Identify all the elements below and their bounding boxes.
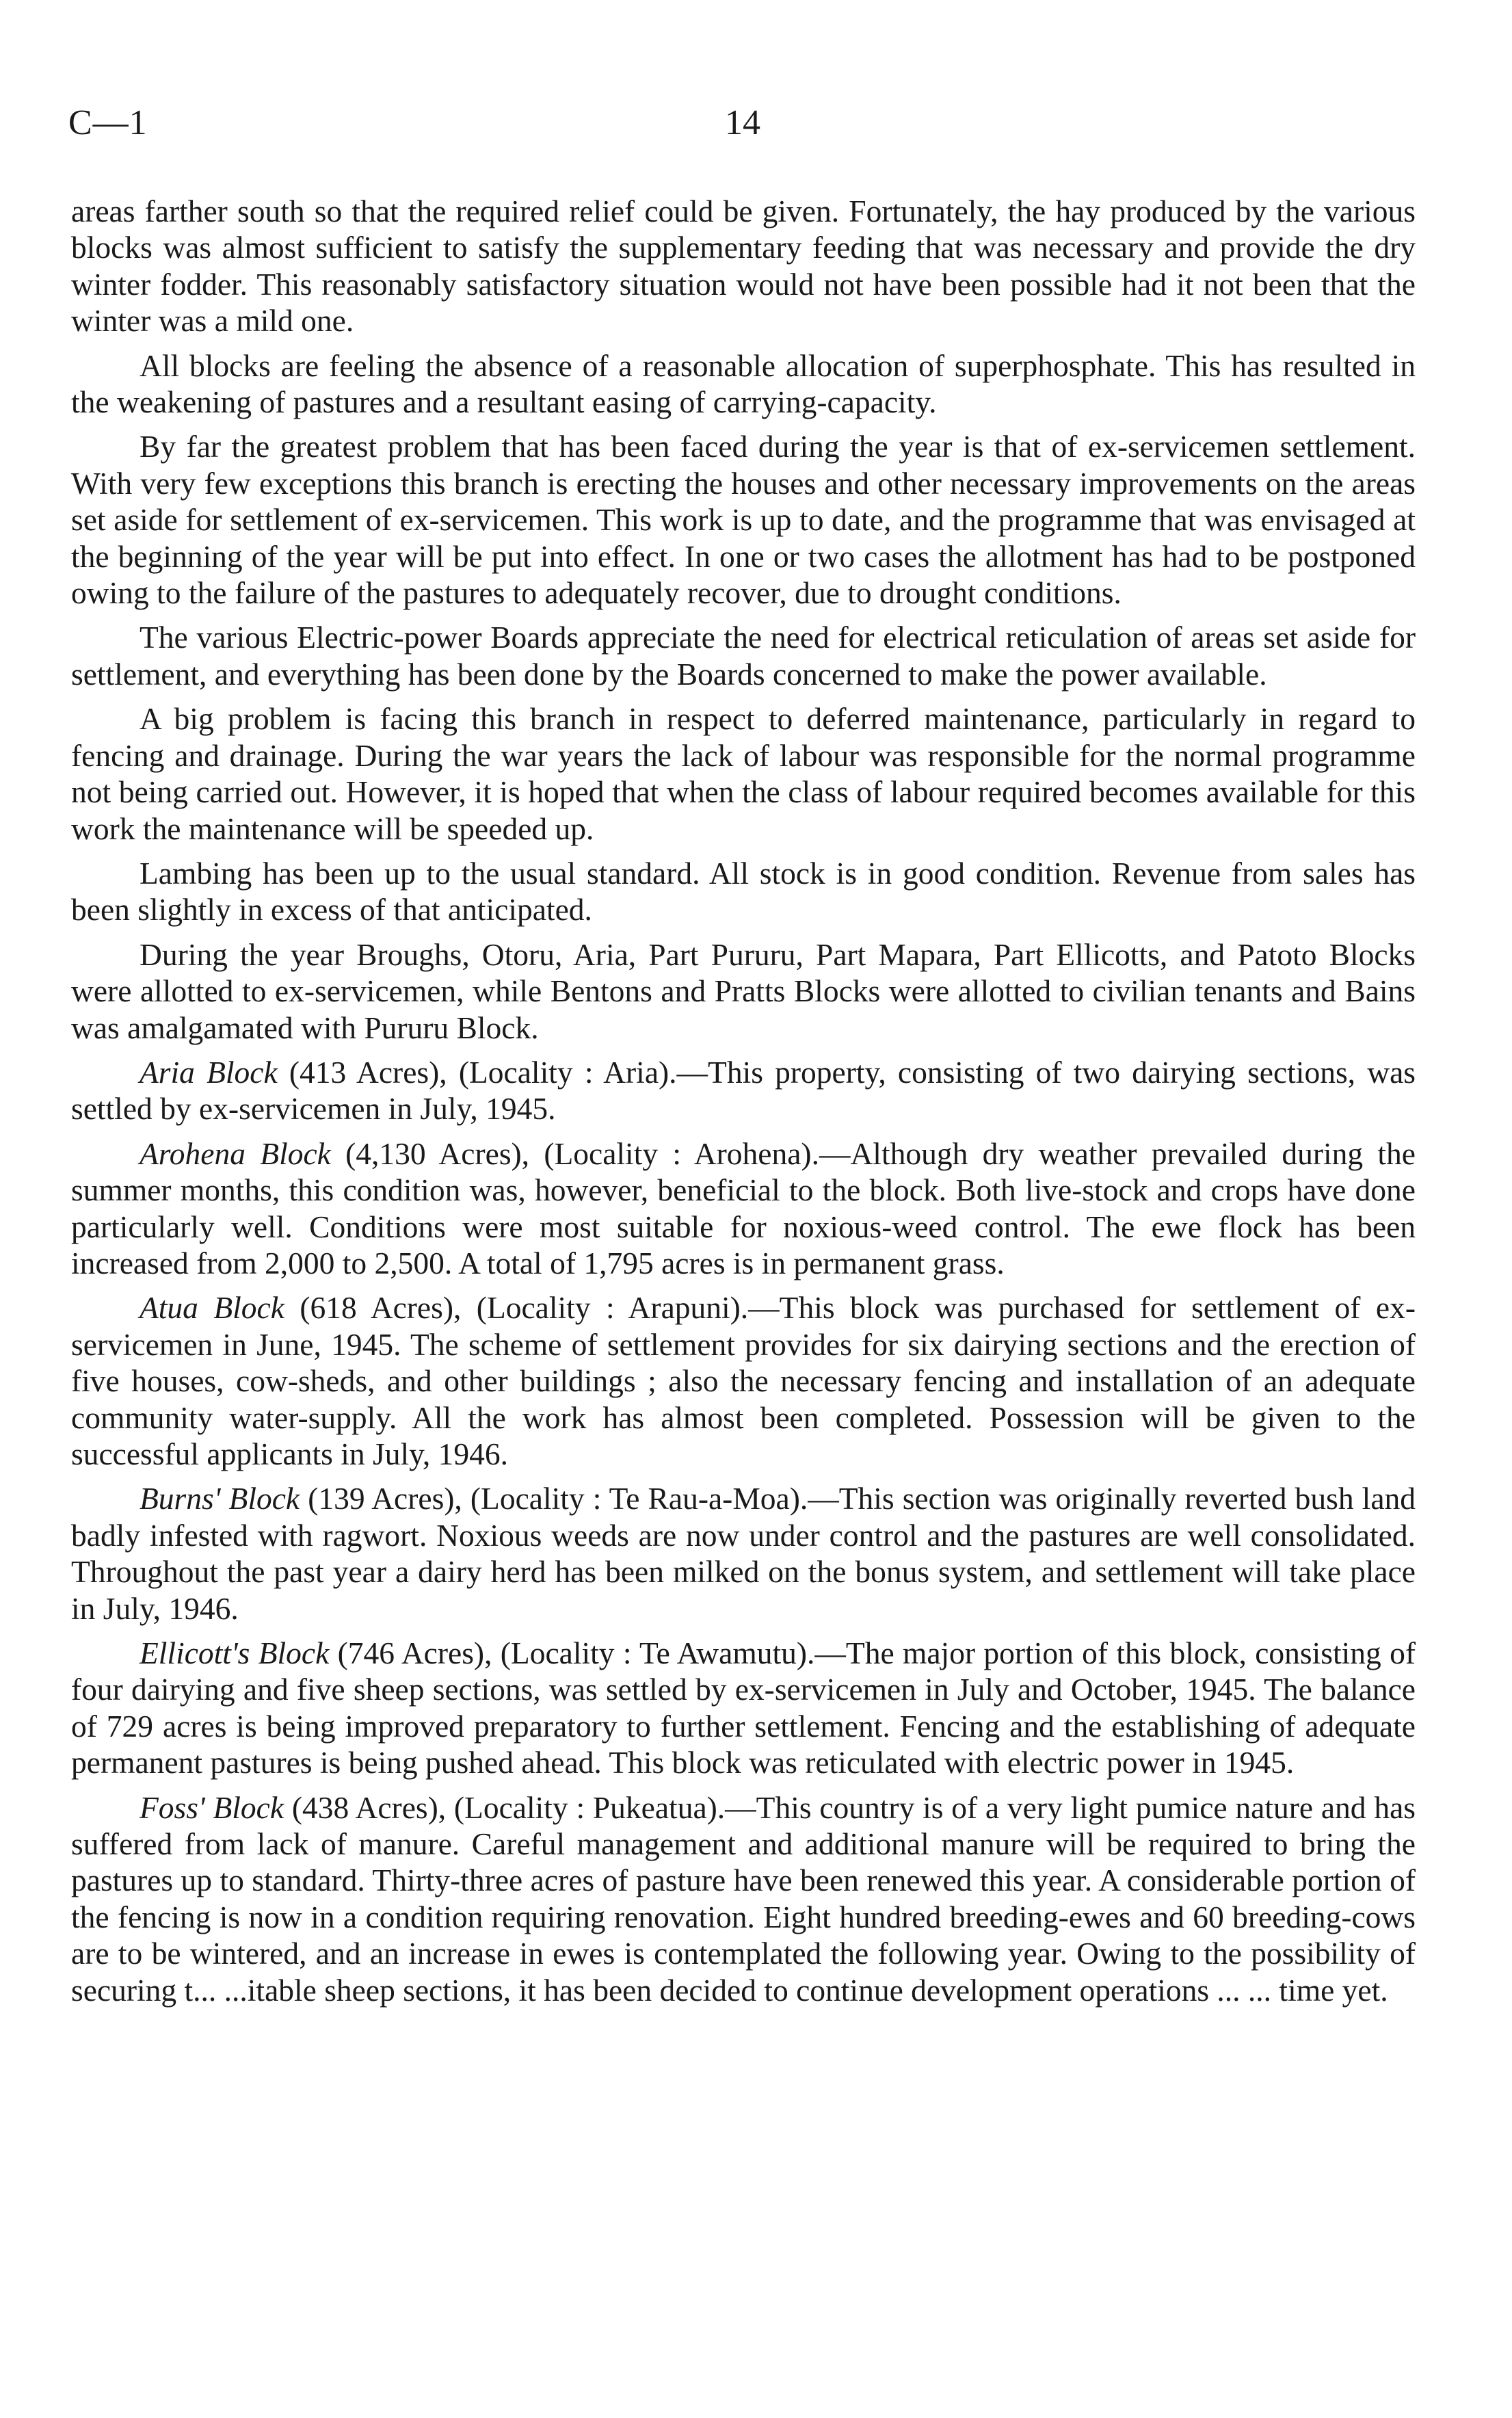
block-name: Aria Block <box>140 1054 278 1090</box>
block-description: (139 Acres), (Locality : Te Rau-a-Moa).—This section was originally reverted bush land badly infested with ragwort. Noxious weeds are now under control and the pastures are well consolidated. Throughout the past year a dairy herd has been milked on the bonus system, and settlement will take place in July, 1946. <box>71 1481 1416 1626</box>
block-entry-foss <box>71 1789 1416 2008</box>
block-entry-ellicotts <box>71 1635 1416 1781</box>
block-description: (438 Acres), (Locality : Pukeatua).—This country is of a very light pumice nature and has suffered from lack of manure. Careful management and additional manure will be required to bring the pastures up to standard. Thirty-three acres of pasture have been renewed this year. A considerable portion of the fencing is now in a condition requiring renovation. Eight hundred breeding-ewes and 60 breeding-cows are to be wintered, and an increase in ewes is contemplated the following year. Owing to the possibility of securing t... ...itable sheep sections, it has been decided to continue development operations ... ... time yet. <box>71 1789 1416 2008</box>
block-description: (746 Acres), (Locality : Te Awamutu).—The major portion of this block, consisting of four dairying and five sheep sections, was settled by ex-servicemen in July and October, 1945. The balance of 729 acres is being improved preparatory to further settlement. Fencing and the establishing of adequate permanent pastures is being pushed ahead. This block was reticulated with electric power in 1945. <box>71 1635 1416 1780</box>
block-entry-atua <box>71 1289 1416 1472</box>
block-name: Arohena Block <box>140 1135 331 1171</box>
paragraph-superphosphate: All blocks are feeling the absence of a reasonable allocation of superphosphate. This has resulted in the weakening of pastures and a resultant easing of carrying-capacity. <box>71 347 1416 420</box>
paragraph-allotments: During the year Broughs, Otoru, Aria, Part Pururu, Part Mapara, Part Ellicotts, and Patoto Blocks were allotted to ex-servicemen, while Bentons and Pratts Blocks were allotted to civilian tenants and Bains was amalgamated with Pururu Block. <box>71 936 1416 1045</box>
paragraph-ex-servicemen-settlement: By far the greatest problem that has been faced during the year is that of ex-servicemen settlement. With very few exceptions this branch is erecting the houses and other necessary improvements on the areas set aside for settlement of ex-servicemen. This work is up to date, and the programme that was envisaged at the beginning of the year will be put into effect. In one or two cases the allotment has had to be postponed owing to the failure of the pastures to adequately recover, due to drought conditions. <box>71 429 1416 611</box>
block-entry-burns <box>71 1480 1416 1627</box>
block-name: Burns' Block <box>140 1481 300 1516</box>
block-entry-aria <box>71 1054 1416 1127</box>
paragraph-electric-power: The various Electric-power Boards appreciate the need for electrical reticulation of areas set aside for settlement, and everything has been done by the Boards concerned to make the power available. <box>71 620 1416 692</box>
block-description: (4,130 Acres), (Locality : Arohena).—Although dry weather prevailed during the summer months, this condition was, however, beneficial to the block. Both live-stock and crops have done particularly well. Conditions were most suitable for noxious-weed control. The ewe flock has been increased from 2,000 to 2,500. A total of 1,795 acres is in permanent grass. <box>71 1135 1416 1280</box>
block-description: (618 Acres), (Locality : Arapuni).—This block was purchased for settlement of ex-servicemen in June, 1945. The scheme of settlement provides for six dairying sections and the erection of five houses, cow-sheds, and other buildings ; also the necessary fencing and installation of an adequate community water-supply. All the work has almost been completed. Possession will be given to the successful applicants in July, 1946. <box>71 1290 1416 1471</box>
page-number: 14 <box>725 103 760 142</box>
block-name: Atua Block <box>140 1290 284 1326</box>
paragraph-lambing: Lambing has been up to the usual standard. All stock is in good condition. Revenue from sales has been slightly in excess of that anticipated. <box>71 855 1416 928</box>
paragraph-deferred-maintenance: A big problem is facing this branch in respect to deferred maintenance, particularly in regard to fencing and drainage. During the war years the lack of labour was responsible for the normal programme not being carried out. However, it is hoped that when the class of labour required becomes available for this work the maintenance will be speeded up. <box>71 701 1416 846</box>
paragraph-continued: areas farther south so that the required relief could be given. Fortunately, the hay produced by the various blocks was almost sufficient to satisfy the supplementary feeding that was necessary and provide the dry winter fodder. This reasonably satisfactory situation would not have been possible had it not been that the winter was a mild one. <box>71 194 1416 339</box>
block-name: Foss' Block <box>140 1789 284 1825</box>
block-name: Ellicott's Block <box>140 1635 330 1671</box>
page-header <box>68 103 1436 150</box>
block-description: (413 Acres), (Locality : Aria).—This property, consisting of two dairying sections, was settled by ex-servicemen in July, 1945. <box>71 1054 1416 1127</box>
document-reference: C—1 <box>68 103 148 142</box>
body-text <box>71 193 1416 2016</box>
block-entry-arohena <box>71 1135 1416 1282</box>
